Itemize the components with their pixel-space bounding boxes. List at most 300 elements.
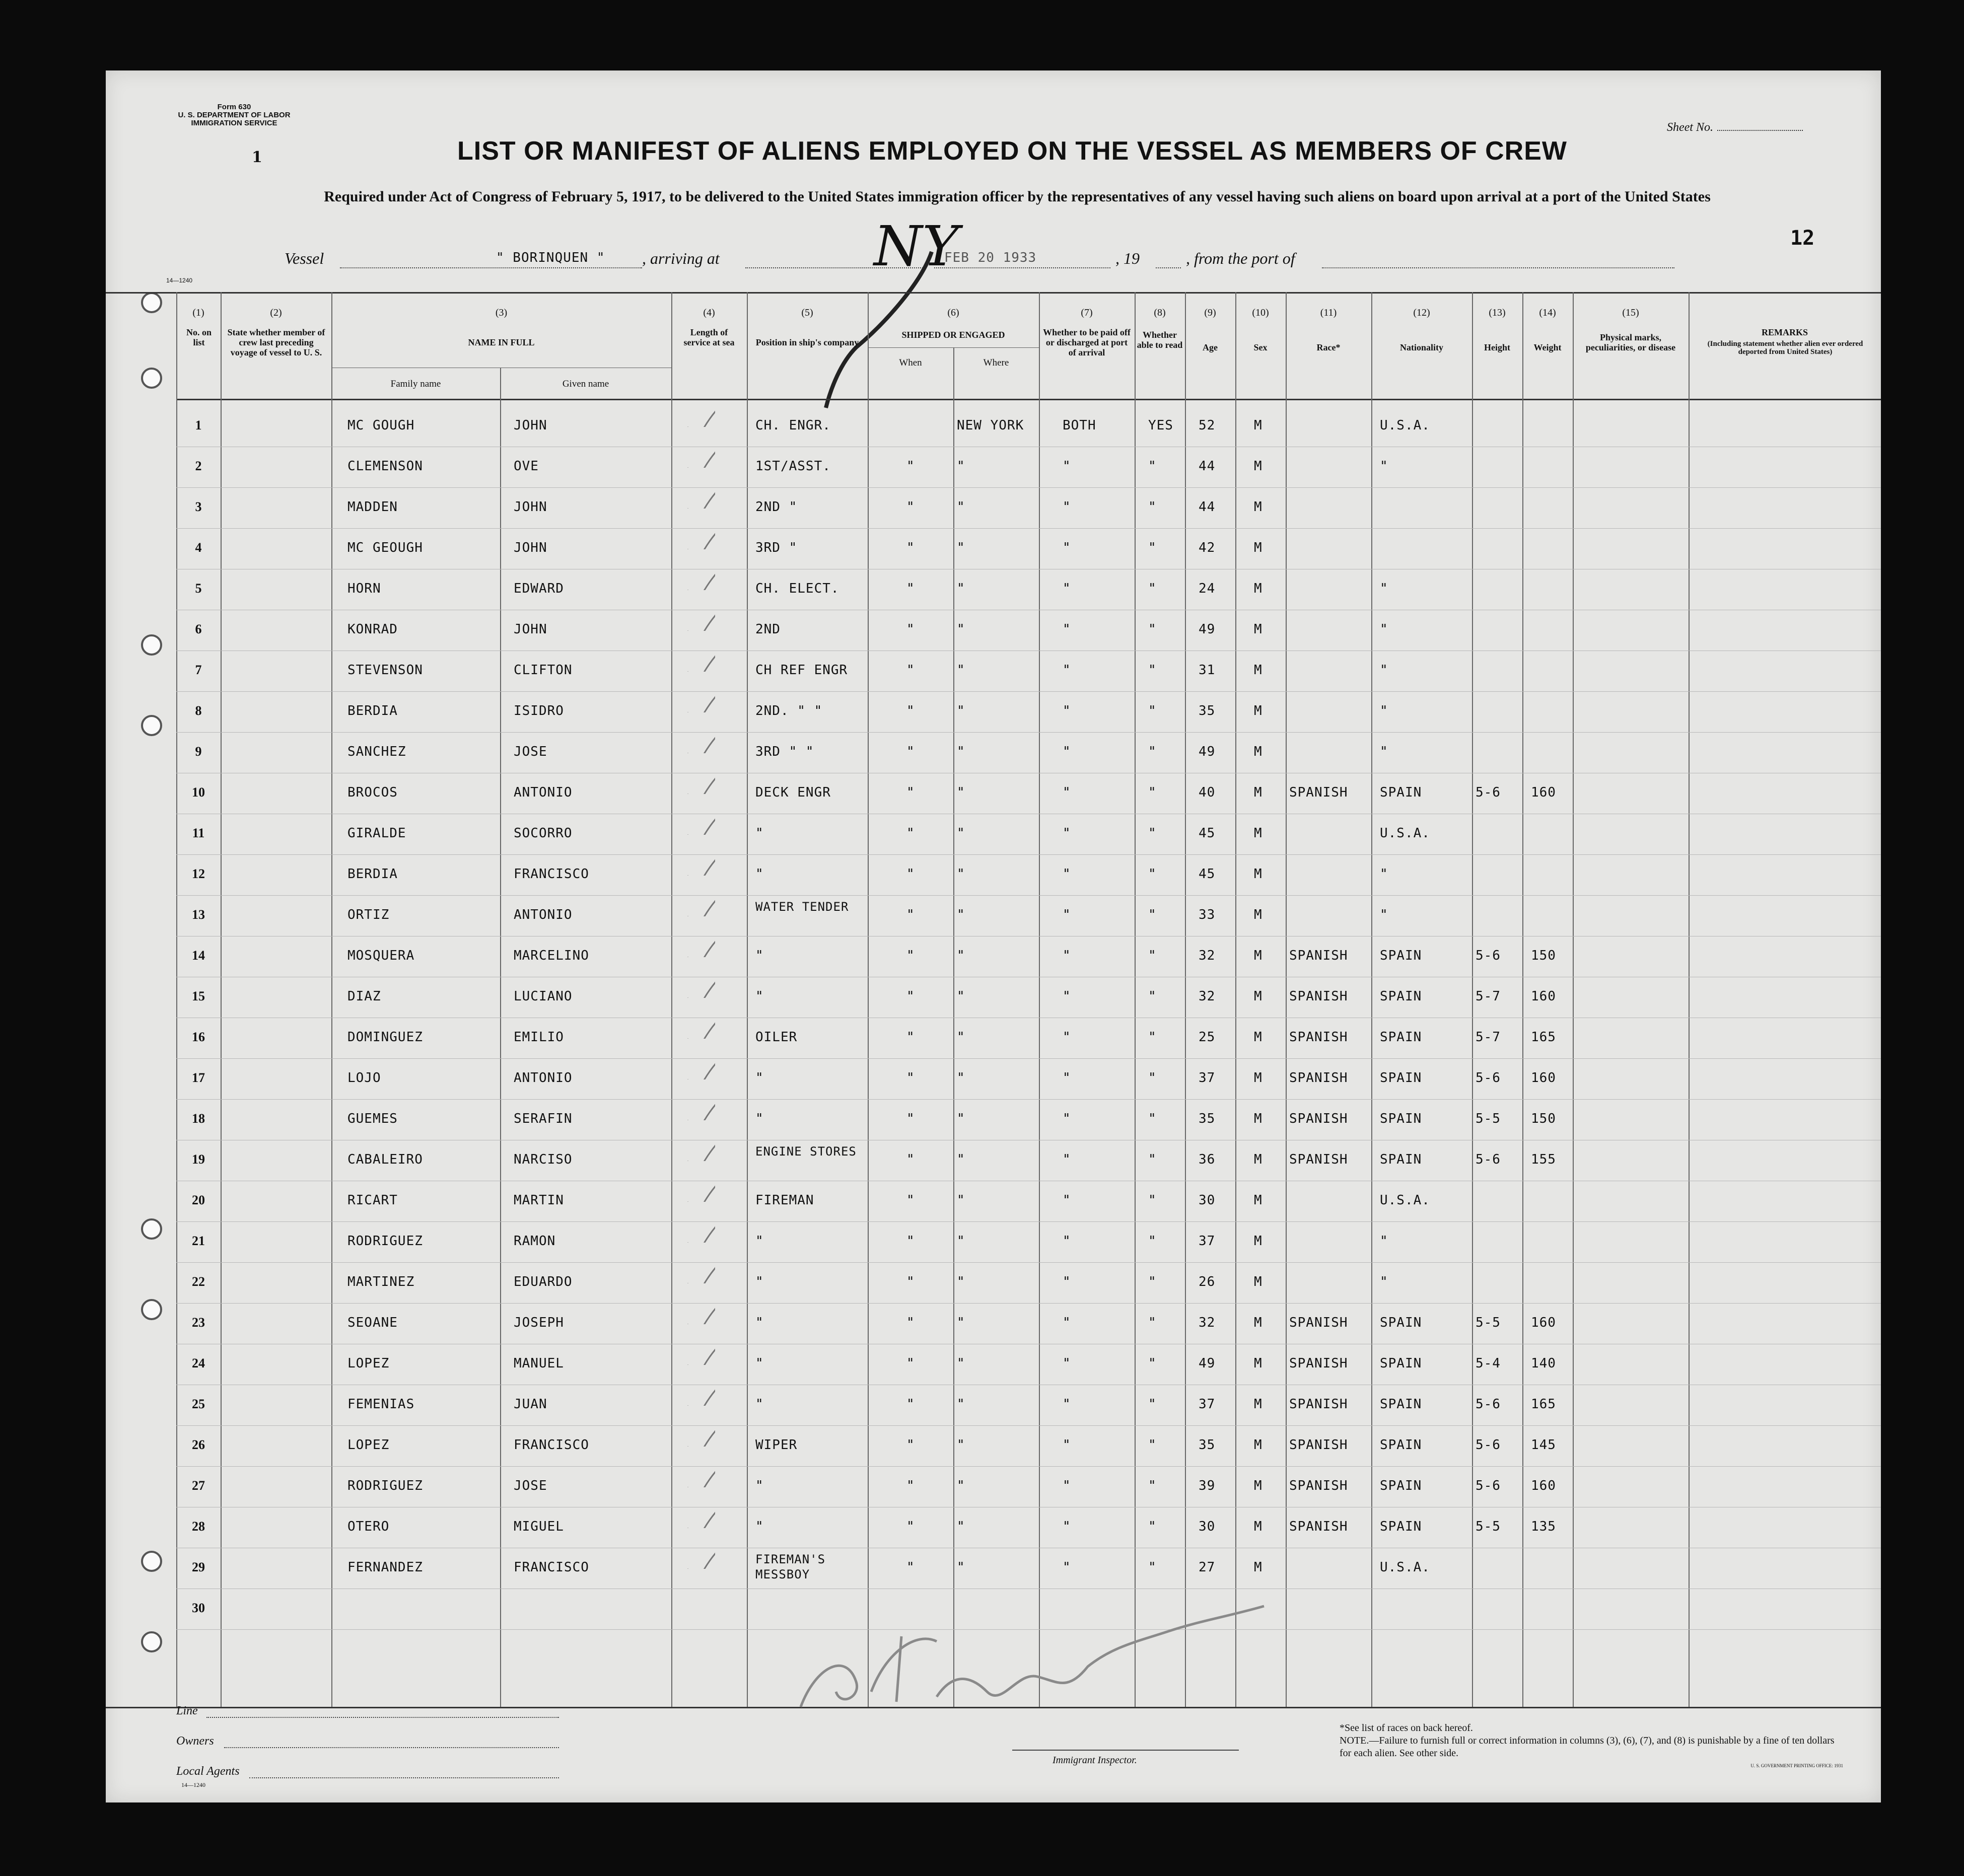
colnum-15: (15) bbox=[1622, 307, 1639, 318]
able-to-read: " bbox=[1148, 459, 1157, 474]
table-row bbox=[106, 692, 1881, 733]
row-number: 20 bbox=[192, 1193, 205, 1207]
sex: M bbox=[1254, 499, 1262, 515]
shipped-when: " bbox=[906, 1234, 915, 1249]
family-name: HORN bbox=[347, 581, 381, 596]
paid-off: BOTH bbox=[1063, 418, 1096, 433]
shipped-when: " bbox=[906, 1478, 915, 1493]
shipped-when: " bbox=[906, 744, 915, 759]
table-row bbox=[106, 1508, 1881, 1548]
family-name: LOPEZ bbox=[347, 1356, 390, 1371]
row-number: 16 bbox=[192, 1030, 205, 1044]
family-name: GIRALDE bbox=[347, 826, 406, 841]
row-rule bbox=[176, 487, 1881, 488]
table-row bbox=[106, 1019, 1881, 1059]
nationality: " bbox=[1380, 907, 1388, 922]
given-name: ISIDRO bbox=[514, 703, 564, 718]
nationality: SPAIN bbox=[1380, 948, 1422, 963]
sex: M bbox=[1254, 1152, 1262, 1167]
shipped-when: " bbox=[906, 622, 915, 637]
able-to-read: " bbox=[1148, 1397, 1157, 1412]
given-name: JOSEPH bbox=[514, 1315, 564, 1330]
shipped-where: " bbox=[957, 1030, 965, 1045]
sex: M bbox=[1254, 1397, 1262, 1412]
sheet-number-blank bbox=[1717, 130, 1803, 131]
checkmark-icon bbox=[685, 682, 715, 712]
checkmark-icon bbox=[685, 1008, 715, 1039]
family-name: RODRIGUEZ bbox=[347, 1234, 423, 1249]
race: SPANISH bbox=[1289, 1437, 1348, 1453]
age: 52 bbox=[1199, 418, 1216, 433]
arriving-port-handwritten: NY bbox=[874, 214, 959, 278]
shipped-where: " bbox=[957, 1437, 965, 1453]
header-when: When bbox=[899, 357, 922, 368]
given-name: ANTONIO bbox=[514, 907, 573, 922]
row-number: 12 bbox=[192, 867, 205, 881]
header-physical: Physical marks, peculiarities, or disease bbox=[1585, 332, 1676, 352]
vessel-label: Vessel bbox=[285, 249, 324, 267]
shipped-when: " bbox=[906, 1356, 915, 1371]
colnum-6: (6) bbox=[947, 307, 959, 318]
row-number: 5 bbox=[195, 581, 202, 596]
row-number: 27 bbox=[192, 1478, 205, 1493]
printer-imprint: U. S. GOVERNMENT PRINTING OFFICE: 1931 bbox=[1750, 1763, 1843, 1768]
shipped-where: " bbox=[957, 499, 965, 515]
able-to-read: " bbox=[1148, 663, 1157, 678]
row-number: 14 bbox=[192, 948, 205, 963]
able-to-read: " bbox=[1148, 1030, 1157, 1045]
paid-off: " bbox=[1063, 1560, 1071, 1575]
position: FIREMAN'S MESSBOY bbox=[755, 1552, 826, 1581]
table-row bbox=[106, 1263, 1881, 1304]
sex: M bbox=[1254, 907, 1262, 922]
family-name: MOSQUERA bbox=[347, 948, 415, 963]
row-rule bbox=[176, 732, 1881, 733]
nationality: " bbox=[1380, 744, 1388, 759]
table-row bbox=[106, 611, 1881, 651]
table-header-rule bbox=[176, 399, 1881, 400]
race: SPANISH bbox=[1289, 1070, 1348, 1086]
shipped-when: " bbox=[906, 1030, 915, 1045]
able-to-read: " bbox=[1148, 1111, 1157, 1126]
checkmark-icon bbox=[685, 1457, 715, 1487]
shipped-where: " bbox=[957, 1152, 965, 1167]
sex: M bbox=[1254, 663, 1262, 678]
checkmark-icon bbox=[685, 397, 715, 427]
manifest-sheet bbox=[106, 70, 1881, 1802]
height: 5-6 bbox=[1476, 1152, 1501, 1167]
race: SPANISH bbox=[1289, 1152, 1348, 1167]
service-name: IMMIGRATION SERVICE bbox=[191, 119, 277, 127]
paid-off: " bbox=[1063, 1478, 1071, 1493]
header-name-in-full: NAME IN FULL bbox=[468, 337, 535, 347]
weight: 160 bbox=[1531, 989, 1556, 1004]
nationality: SPAIN bbox=[1380, 1315, 1422, 1330]
shipped-when: " bbox=[906, 826, 915, 841]
able-to-read: YES bbox=[1148, 418, 1173, 433]
row-number: 24 bbox=[192, 1356, 205, 1370]
row-number: 6 bbox=[195, 622, 202, 636]
weight: 160 bbox=[1531, 1070, 1556, 1086]
age: 31 bbox=[1199, 663, 1216, 678]
header-remarks-note: (Including statement whether alien ever ordered deported from United States) bbox=[1707, 340, 1863, 356]
shipped-where: " bbox=[957, 1315, 965, 1330]
table-row bbox=[106, 855, 1881, 896]
row-rule bbox=[176, 1425, 1881, 1426]
page-title: LIST OR MANIFEST OF ALIENS EMPLOYED ON THE VESSEL AS MEMBERS OF CREW bbox=[457, 136, 1567, 166]
family-name: BERDIA bbox=[347, 703, 398, 718]
weight: 160 bbox=[1531, 1315, 1556, 1330]
table-row bbox=[106, 896, 1881, 936]
position: " bbox=[755, 1274, 764, 1289]
age: 45 bbox=[1199, 867, 1216, 882]
row-number: 25 bbox=[192, 1397, 205, 1411]
age: 44 bbox=[1199, 459, 1216, 474]
paid-off: " bbox=[1063, 1274, 1071, 1289]
height: 5-6 bbox=[1476, 948, 1501, 963]
checkmark-icon bbox=[685, 1498, 715, 1528]
checkmark-icon bbox=[685, 1049, 715, 1079]
footnotes bbox=[1340, 1722, 1843, 1772]
shipped-where: " bbox=[957, 703, 965, 718]
table-row bbox=[106, 1467, 1881, 1507]
paid-off: " bbox=[1063, 703, 1071, 718]
race: SPANISH bbox=[1289, 1030, 1348, 1045]
paid-off: " bbox=[1063, 1030, 1071, 1045]
line-label: Line bbox=[176, 1704, 198, 1717]
given-name: FRANCISCO bbox=[514, 867, 589, 882]
position: " bbox=[755, 989, 764, 1004]
age: 35 bbox=[1199, 1111, 1216, 1126]
row-number: 10 bbox=[192, 785, 205, 800]
age: 30 bbox=[1199, 1193, 1216, 1208]
nationality: SPAIN bbox=[1380, 1437, 1422, 1453]
sex: M bbox=[1254, 826, 1262, 841]
table-row bbox=[106, 1141, 1881, 1181]
checkmark-icon bbox=[685, 927, 715, 957]
nationality: SPAIN bbox=[1380, 785, 1422, 800]
row-number: 22 bbox=[192, 1274, 205, 1289]
height: 5-4 bbox=[1476, 1356, 1501, 1371]
checkmark-icon bbox=[685, 560, 715, 590]
able-to-read: " bbox=[1148, 540, 1157, 555]
form-number: Form 630 bbox=[217, 103, 251, 111]
weight: 150 bbox=[1531, 1111, 1556, 1126]
shipped-when: " bbox=[906, 867, 915, 882]
sex: M bbox=[1254, 1519, 1262, 1534]
shipped-where: " bbox=[957, 540, 965, 555]
races-note: *See list of races on back hereof. bbox=[1340, 1722, 1473, 1734]
row-number: 11 bbox=[192, 826, 205, 840]
able-to-read: " bbox=[1148, 581, 1157, 596]
owners-label: Owners bbox=[176, 1735, 214, 1748]
given-name: FRANCISCO bbox=[514, 1560, 589, 1575]
given-name: SERAFIN bbox=[514, 1111, 573, 1126]
header-age: Age bbox=[1203, 342, 1218, 352]
position: " bbox=[755, 948, 764, 963]
family-name: MADDEN bbox=[347, 499, 398, 515]
nationality: " bbox=[1380, 663, 1388, 678]
age: 49 bbox=[1199, 622, 1216, 637]
position: " bbox=[755, 1111, 764, 1126]
shipped-where: " bbox=[957, 1519, 965, 1534]
colnum-12: (12) bbox=[1413, 307, 1430, 318]
height: 5-6 bbox=[1476, 1437, 1501, 1453]
year-blank bbox=[1156, 267, 1181, 268]
checkmark-icon bbox=[685, 641, 715, 672]
table-row bbox=[106, 529, 1881, 569]
paid-off: " bbox=[1063, 744, 1071, 759]
able-to-read: " bbox=[1148, 1234, 1157, 1249]
shipped-where: " bbox=[957, 1356, 965, 1371]
race: SPANISH bbox=[1289, 1315, 1348, 1330]
shipped-when: " bbox=[906, 459, 915, 474]
table-row bbox=[106, 488, 1881, 529]
sex: M bbox=[1254, 1274, 1262, 1289]
row-number: 1 bbox=[195, 418, 202, 432]
shipped-where: " bbox=[957, 1111, 965, 1126]
height: 5-6 bbox=[1476, 785, 1501, 800]
position: " bbox=[755, 1315, 764, 1330]
able-to-read: " bbox=[1148, 785, 1157, 800]
checkmark-icon bbox=[685, 1335, 715, 1365]
form-identifier bbox=[171, 103, 297, 127]
checkmark-icon bbox=[685, 1212, 715, 1243]
shipped-where: " bbox=[957, 459, 965, 474]
paid-off: " bbox=[1063, 1519, 1071, 1534]
given-name: ANTONIO bbox=[514, 1070, 573, 1086]
paid-off: " bbox=[1063, 581, 1071, 596]
paid-off: " bbox=[1063, 1234, 1071, 1249]
position: " bbox=[755, 1356, 764, 1371]
row-number: 29 bbox=[192, 1560, 205, 1574]
shipped-where: " bbox=[957, 989, 965, 1004]
table-row bbox=[106, 652, 1881, 692]
age: 37 bbox=[1199, 1234, 1216, 1249]
sex: M bbox=[1254, 1030, 1262, 1045]
sex: M bbox=[1254, 540, 1262, 555]
position: 2ND " bbox=[755, 499, 798, 515]
age: 30 bbox=[1199, 1519, 1216, 1534]
nationality: " bbox=[1380, 867, 1388, 882]
position: ENGINE STORES bbox=[755, 1144, 857, 1159]
position: " bbox=[755, 1397, 764, 1412]
header-shipped: SHIPPED OR ENGAGED bbox=[901, 330, 1005, 340]
given-name: ANTONIO bbox=[514, 785, 573, 800]
shipped-when: " bbox=[906, 1193, 915, 1208]
age: 49 bbox=[1199, 744, 1216, 759]
sex: M bbox=[1254, 948, 1262, 963]
paid-off: " bbox=[1063, 540, 1071, 555]
family-name: LOPEZ bbox=[347, 1437, 390, 1453]
family-name: STEVENSON bbox=[347, 663, 423, 678]
height: 5-5 bbox=[1476, 1111, 1501, 1126]
row-number: 4 bbox=[195, 540, 202, 555]
table-row bbox=[106, 407, 1881, 447]
row-number: 23 bbox=[192, 1315, 205, 1330]
header-race: Race* bbox=[1316, 342, 1341, 352]
position: CH REF ENGR bbox=[755, 663, 848, 678]
position: CH. ELECT. bbox=[755, 581, 839, 596]
sex: M bbox=[1254, 1111, 1262, 1126]
row-rule bbox=[176, 1058, 1881, 1059]
paid-off: " bbox=[1063, 459, 1071, 474]
paid-off: " bbox=[1063, 1152, 1071, 1167]
family-name: KONRAD bbox=[347, 622, 398, 637]
shipped-where: " bbox=[957, 1274, 965, 1289]
sex: M bbox=[1254, 989, 1262, 1004]
position: " bbox=[755, 826, 764, 841]
able-to-read: " bbox=[1148, 744, 1157, 759]
shipped-when: " bbox=[906, 663, 915, 678]
checkmark-icon bbox=[685, 1131, 715, 1161]
weight: 140 bbox=[1531, 1356, 1556, 1371]
nationality: SPAIN bbox=[1380, 1397, 1422, 1412]
shipped-where: " bbox=[957, 663, 965, 678]
header-state-member: State whether member of crew last preceding voyage of vessel to U. S. bbox=[227, 327, 325, 357]
nationality: " bbox=[1380, 581, 1388, 596]
race: SPANISH bbox=[1289, 1356, 1348, 1371]
shipped-where: " bbox=[957, 1193, 965, 1208]
department-name: U. S. DEPARTMENT OF LABOR bbox=[178, 111, 291, 119]
able-to-read: " bbox=[1148, 1519, 1157, 1534]
table-row bbox=[106, 774, 1881, 814]
position: " bbox=[755, 1519, 764, 1534]
nationality: " bbox=[1380, 622, 1388, 637]
nationality: SPAIN bbox=[1380, 1478, 1422, 1493]
sex: M bbox=[1254, 785, 1262, 800]
family-name: MARTINEZ bbox=[347, 1274, 415, 1289]
nationality: " bbox=[1380, 703, 1388, 718]
age: 49 bbox=[1199, 1356, 1216, 1371]
shipped-where: " bbox=[957, 1070, 965, 1086]
paid-off: " bbox=[1063, 826, 1071, 841]
colnum-7: (7) bbox=[1081, 307, 1093, 318]
weight: 135 bbox=[1531, 1519, 1556, 1534]
given-name: MANUEL bbox=[514, 1356, 564, 1371]
sex: M bbox=[1254, 581, 1262, 596]
age: 27 bbox=[1199, 1560, 1216, 1575]
row-rule bbox=[176, 854, 1881, 855]
row-rule bbox=[176, 1221, 1881, 1222]
age: 35 bbox=[1199, 703, 1216, 718]
row-number: 30 bbox=[192, 1601, 205, 1615]
age: 44 bbox=[1199, 499, 1216, 515]
table-top-rule bbox=[106, 292, 1881, 294]
given-name: FRANCISCO bbox=[514, 1437, 589, 1453]
given-name: EMILIO bbox=[514, 1030, 564, 1045]
row-rule bbox=[176, 1303, 1881, 1304]
colnum-14: (14) bbox=[1539, 307, 1556, 318]
date-stamp: FEB 20 1933 bbox=[944, 250, 1037, 265]
sex: M bbox=[1254, 1478, 1262, 1493]
height: 5-7 bbox=[1476, 1030, 1501, 1045]
from-port-blank bbox=[1322, 267, 1674, 268]
age: 26 bbox=[1199, 1274, 1216, 1289]
inspector-label: Immigrant Inspector. bbox=[1053, 1755, 1137, 1766]
table-row bbox=[106, 978, 1881, 1018]
shipped-where: " bbox=[957, 622, 965, 637]
sex: M bbox=[1254, 418, 1262, 433]
shipped-when: " bbox=[906, 1315, 915, 1330]
checkmark-icon bbox=[685, 438, 715, 468]
table-row bbox=[106, 1222, 1881, 1263]
position: " bbox=[755, 867, 764, 882]
nationality: U.S.A. bbox=[1380, 826, 1430, 841]
family-name: RICART bbox=[347, 1193, 398, 1208]
arriving-label: , arriving at bbox=[642, 249, 720, 267]
checkmark-icon bbox=[685, 1294, 715, 1324]
shipped-where: " bbox=[957, 907, 965, 922]
row-number: 13 bbox=[192, 907, 205, 922]
race: SPANISH bbox=[1289, 948, 1348, 963]
nationality: U.S.A. bbox=[1380, 418, 1430, 433]
nationality: SPAIN bbox=[1380, 1030, 1422, 1045]
header-sex: Sex bbox=[1253, 342, 1268, 352]
paid-off: " bbox=[1063, 907, 1071, 922]
shipped-when: " bbox=[906, 1397, 915, 1412]
row-number: 2 bbox=[195, 459, 202, 473]
able-to-read: " bbox=[1148, 499, 1157, 515]
family-name: OTERO bbox=[347, 1519, 390, 1534]
colnum-2: (2) bbox=[270, 307, 282, 318]
checkmark-icon bbox=[685, 805, 715, 835]
position: WATER TENDER bbox=[755, 900, 849, 914]
age: 32 bbox=[1199, 989, 1216, 1004]
nationality: " bbox=[1380, 459, 1388, 474]
given-name: MIGUEL bbox=[514, 1519, 564, 1534]
shipped-where: " bbox=[957, 785, 965, 800]
table-row bbox=[106, 1059, 1881, 1100]
row-number: 26 bbox=[192, 1437, 205, 1452]
weight: 160 bbox=[1531, 785, 1556, 800]
row-number: 18 bbox=[192, 1111, 205, 1126]
header-length-service: Length of service at sea bbox=[683, 327, 735, 347]
weight: 160 bbox=[1531, 1478, 1556, 1493]
race: SPANISH bbox=[1289, 1397, 1348, 1412]
table-row bbox=[106, 1304, 1881, 1344]
header-no-on-list: No. on list bbox=[186, 327, 212, 347]
shipped-where: " bbox=[957, 744, 965, 759]
given-name: EDUARDO bbox=[514, 1274, 573, 1289]
given-name: MARTIN bbox=[514, 1193, 564, 1208]
paid-off: " bbox=[1063, 1315, 1071, 1330]
height: 5-6 bbox=[1476, 1070, 1501, 1086]
given-name: RAMON bbox=[514, 1234, 556, 1249]
nationality: SPAIN bbox=[1380, 989, 1422, 1004]
given-name: CLIFTON bbox=[514, 663, 573, 678]
given-name: MARCELINO bbox=[514, 948, 589, 963]
table-row bbox=[106, 1549, 1881, 1589]
race: SPANISH bbox=[1289, 1111, 1348, 1126]
header-position: Position in ship's company bbox=[755, 337, 859, 347]
age: 32 bbox=[1199, 1315, 1216, 1330]
position: FIREMAN bbox=[755, 1193, 814, 1208]
sheet-number-label: Sheet No. bbox=[1667, 121, 1713, 134]
position: " bbox=[755, 1478, 764, 1493]
given-name: OVE bbox=[514, 459, 539, 474]
given-name: JUAN bbox=[514, 1397, 547, 1412]
family-name: MC GEOUGH bbox=[347, 540, 423, 555]
paid-off: " bbox=[1063, 948, 1071, 963]
header-paid-off: Whether to be paid off or discharged at port of arrival bbox=[1043, 327, 1131, 357]
colnum-5: (5) bbox=[801, 307, 813, 318]
race: SPANISH bbox=[1289, 1478, 1348, 1493]
checkmark-icon bbox=[685, 764, 715, 794]
shipped-when: " bbox=[906, 785, 915, 800]
table-row bbox=[106, 733, 1881, 773]
agents-label: Local Agents bbox=[176, 1765, 240, 1778]
